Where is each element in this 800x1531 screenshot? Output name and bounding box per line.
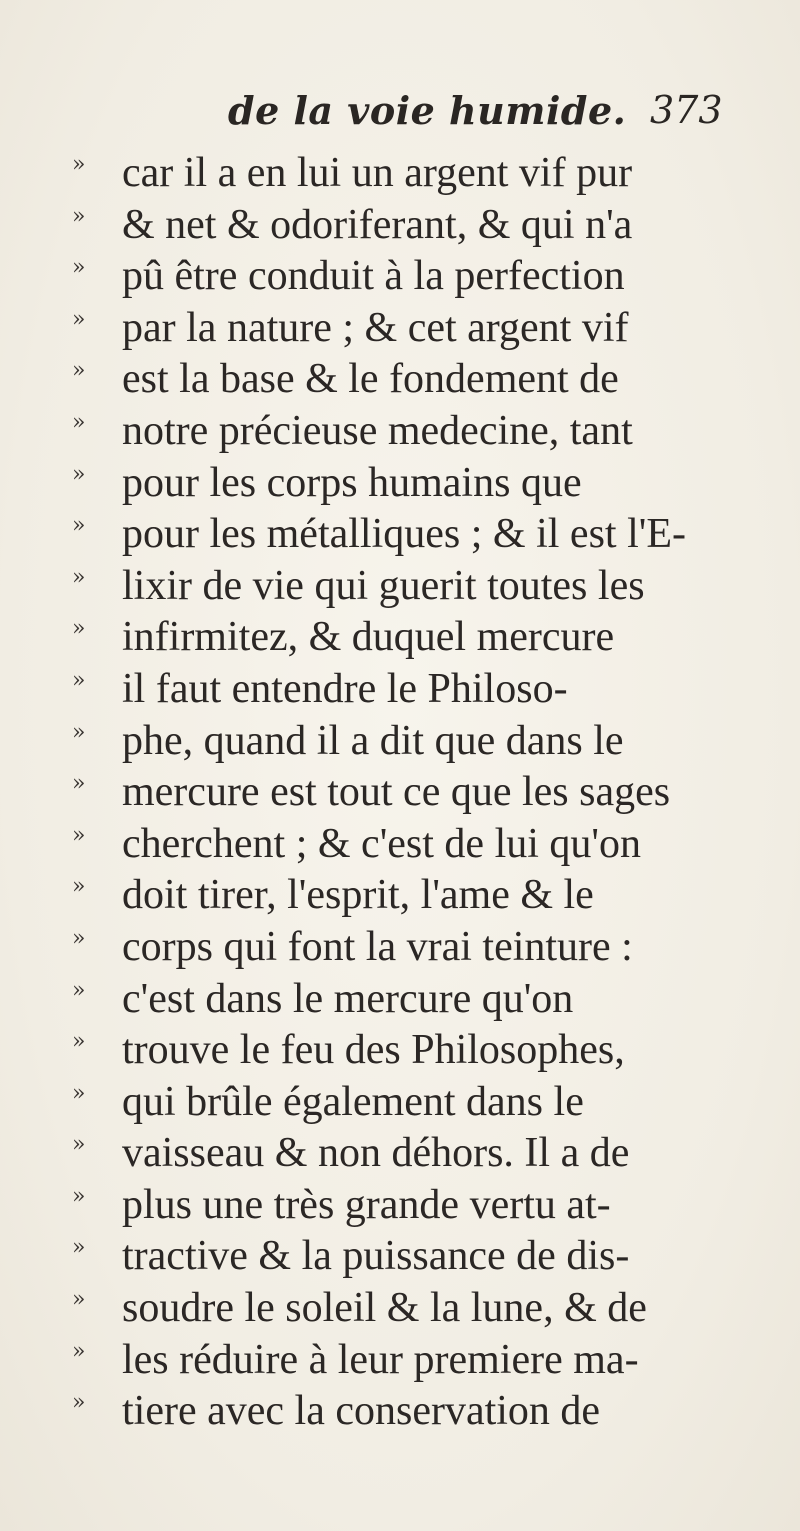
quote-mark: » bbox=[72, 409, 86, 435]
running-head: de la voie humide. bbox=[228, 88, 627, 133]
line-text: trouve le feu des Philosophes, bbox=[122, 1027, 625, 1074]
quote-mark: » bbox=[72, 616, 86, 642]
quote-mark: » bbox=[72, 1080, 86, 1106]
line-text: tractive & la puissance de dis- bbox=[122, 1233, 630, 1280]
quote-mark: » bbox=[72, 1235, 86, 1261]
line-text: c'est dans le mercure qu'on bbox=[122, 975, 574, 1022]
line-text: soudre le soleil & la lune, & de bbox=[122, 1285, 647, 1332]
line-text: vaisseau & non déhors. Il a de bbox=[122, 1130, 630, 1177]
line-text: notre précieuse medecine, tant bbox=[122, 407, 633, 454]
quote-mark: » bbox=[72, 719, 86, 745]
text-line bbox=[0, 1077, 800, 1129]
text-line bbox=[0, 406, 800, 458]
quote-mark: » bbox=[72, 306, 86, 332]
text-line bbox=[0, 974, 800, 1026]
quote-mark: » bbox=[72, 461, 86, 487]
line-text: plus une très grande vertu at- bbox=[122, 1181, 611, 1228]
quote-mark: » bbox=[72, 1287, 86, 1313]
page-header bbox=[0, 88, 800, 144]
line-text: pû être conduit à la perfection bbox=[122, 253, 625, 300]
line-text: lixir de vie qui guerit toutes les bbox=[122, 562, 645, 609]
text-line bbox=[0, 870, 800, 922]
line-text: tiere avec la conservation de bbox=[122, 1388, 601, 1435]
text-line bbox=[0, 1386, 800, 1438]
line-text: infirmitez, & duquel mercure bbox=[122, 614, 615, 661]
text-line bbox=[0, 767, 800, 819]
text-line bbox=[0, 1128, 800, 1180]
quote-mark: » bbox=[72, 255, 86, 281]
text-line bbox=[0, 819, 800, 871]
quote-mark: » bbox=[72, 1029, 86, 1055]
text-line bbox=[0, 354, 800, 406]
line-text: il faut entendre le Philoso- bbox=[122, 665, 568, 712]
page-number: 373 bbox=[650, 88, 723, 132]
text-line bbox=[0, 251, 800, 303]
line-text: corps qui font la vrai teinture : bbox=[122, 923, 633, 970]
line-text: phe, quand il a dit que dans le bbox=[122, 717, 624, 764]
quote-mark: » bbox=[72, 667, 86, 693]
quote-mark: » bbox=[72, 564, 86, 590]
text-line bbox=[0, 1180, 800, 1232]
text-line bbox=[0, 716, 800, 768]
text-line bbox=[0, 1335, 800, 1387]
quote-mark: » bbox=[72, 1132, 86, 1158]
quote-mark: » bbox=[72, 822, 86, 848]
line-text: doit tirer, l'esprit, l'ame & le bbox=[122, 872, 594, 919]
quote-mark: » bbox=[72, 152, 86, 177]
text-line bbox=[0, 148, 800, 200]
line-text: car il a en lui un argent vif pur bbox=[122, 150, 633, 196]
text-line bbox=[0, 1231, 800, 1283]
quote-mark: » bbox=[72, 203, 86, 229]
text-line bbox=[0, 1025, 800, 1077]
line-text: pour les métalliques ; & il est l'E- bbox=[122, 511, 686, 558]
line-text: pour les corps humains que bbox=[122, 459, 582, 506]
text-line bbox=[0, 1283, 800, 1335]
line-text: est la base & le fondement de bbox=[122, 356, 619, 403]
text-line bbox=[0, 561, 800, 613]
quote-mark: » bbox=[72, 771, 86, 797]
text-line bbox=[0, 664, 800, 716]
quote-mark: » bbox=[72, 358, 86, 384]
line-text: & net & odoriferant, & qui n'a bbox=[122, 201, 633, 248]
line-text: cherchent ; & c'est de lui qu'on bbox=[122, 820, 641, 867]
text-line bbox=[0, 458, 800, 510]
text-line bbox=[0, 200, 800, 252]
quote-mark: » bbox=[72, 874, 86, 900]
text-line bbox=[0, 303, 800, 355]
quote-mark: » bbox=[72, 1390, 86, 1416]
line-text: par la nature ; & cet argent vif bbox=[122, 304, 629, 351]
quote-mark: » bbox=[72, 925, 86, 951]
quote-mark: » bbox=[72, 1183, 86, 1209]
body-text bbox=[0, 148, 800, 1438]
line-text: qui brûle également dans le bbox=[122, 1078, 584, 1125]
line-text: mercure est tout ce que les sages bbox=[122, 769, 671, 816]
line-text: les réduire à leur premiere ma- bbox=[122, 1336, 639, 1383]
quote-mark: » bbox=[72, 513, 86, 539]
text-line bbox=[0, 509, 800, 561]
text-line bbox=[0, 612, 800, 664]
quote-mark: » bbox=[72, 1338, 86, 1364]
text-line bbox=[0, 922, 800, 974]
quote-mark: » bbox=[72, 977, 86, 1003]
